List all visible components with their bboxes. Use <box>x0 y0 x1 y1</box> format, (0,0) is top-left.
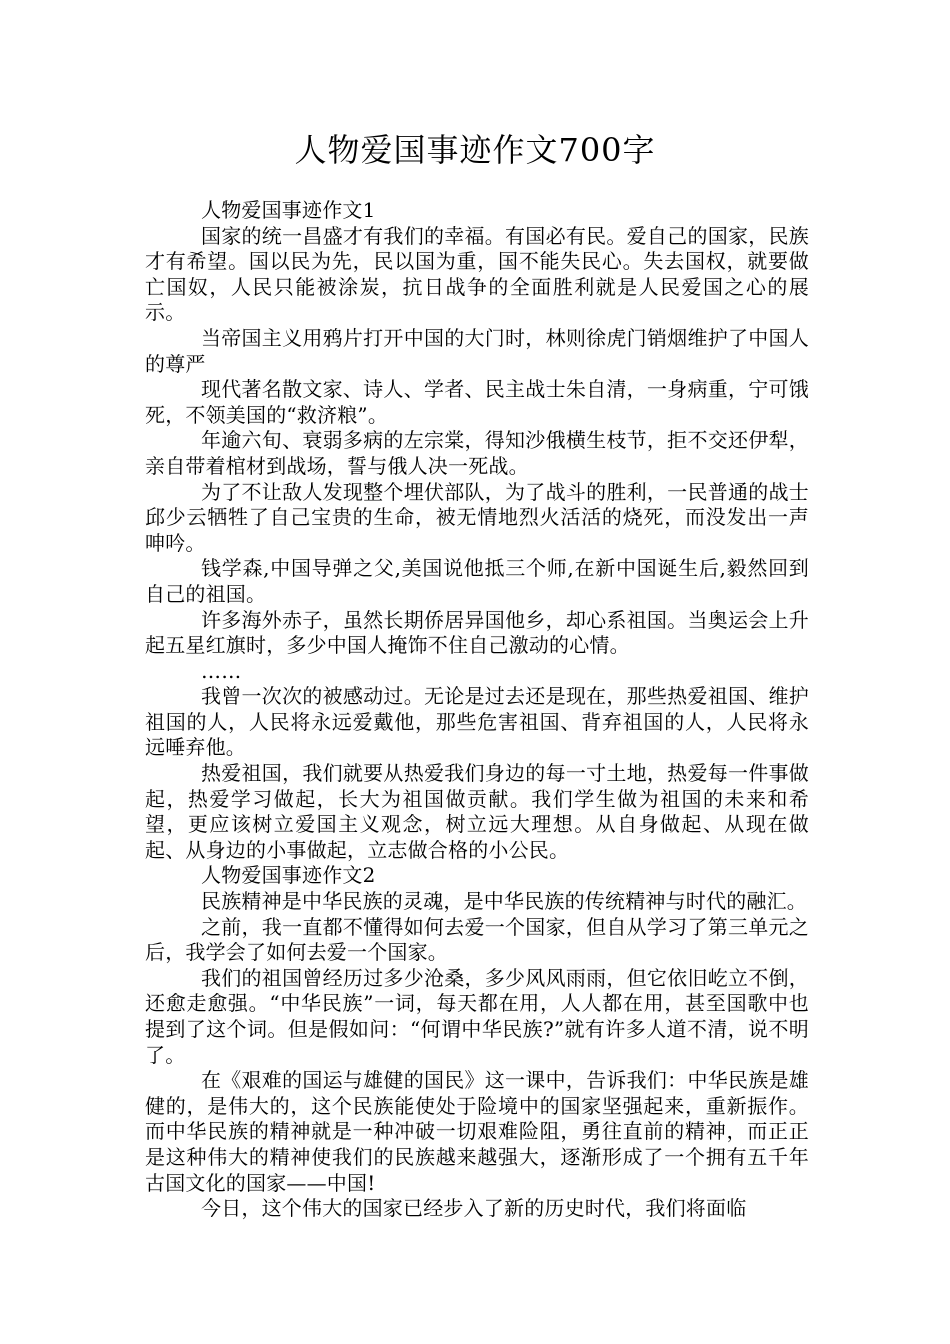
paragraph: 为了不让敌人发现整个埋伏部队，为了战斗的胜利，一民普通的战士邱少云牺牲了自己宝贵的生命，被无情地烈火活活的烧死，而没发出一声呻吟。 <box>145 479 809 555</box>
paragraph: 现代著名散文家、诗人、学者、民主战士朱自清，一身病重，宁可饿死，不领美国的“救济粮”。 <box>145 377 809 427</box>
section-heading: 人物爱国事迹作文2 <box>201 863 376 888</box>
document-title: 人物爱国事迹作文700字 <box>294 131 656 169</box>
paragraph: 当帝国主义用鸦片打开中国的大门时，林则徐虎门销烟维护了中国人的尊严 <box>145 325 809 376</box>
paragraph: 热爱祖国，我们就要从热爱我们身边的每一寸土地，热爱每一件事做起，热爱学习做起，长大为祖国做贡献。我们学生做为祖国的未来和希望，更应该树立爱国主义观念，树立远大理想。从自身做起、从现在做起、从身边的小事做起，立志做合格的小公民。 <box>145 761 809 862</box>
paragraph: 我曾一次次的被感动过。无论是过去还是现在，那些热爱祖国、维护祖国的人，人民将永远爱戴他，那些危害祖国、背弃祖国的人，人民将永远唾弃他。 <box>145 684 809 760</box>
paragraph: 之前，我一直都不懂得如何去爱一个国家，但自从学习了第三单元之后，我学会了如何去爱一个国家。 <box>145 914 809 965</box>
paragraph: 民族精神是中华民族的灵魂，是中华民族的传统精神与时代的融汇。 <box>201 889 807 914</box>
paragraph: 我们的祖国曾经历过多少沧桑，多少风风雨雨，但它依旧屹立不倒，还愈走愈强。“中华民族”一词，每天都在用，人人都在用，甚至国歌中也提到了这个词。但是假如问：“何谓中华民族?”就有许多人道不清，说不明了。 <box>145 965 809 1067</box>
paragraph: 今日，这个伟大的国家已经步入了新的历史时代，我们将面临 <box>201 1196 747 1221</box>
section-heading: 人物爱国事迹作文1 <box>201 198 376 222</box>
paragraph: 年逾六旬、衰弱多病的左宗棠，得知沙俄横生枝节，拒不交还伊犁，亲自带着棺材到战场，誓与俄人决一死战。 <box>145 428 809 478</box>
ellipsis-line: …… <box>201 658 242 683</box>
paragraph: 钱学森,中国导弹之父,美国说他抵三个师,在新中国诞生后,毅然回到自己的祖国。 <box>145 556 809 606</box>
paragraph: 国家的统一昌盛才有我们的幸福。有国必有民。爱自己的国家，民族才有希望。国以民为先，民以国为重，国不能失民心。失去国权，就要做亡国奴，人民只能被涂炭，抗日战争的全面胜利就是人民爱国之心的展示。 <box>145 223 809 325</box>
document-body <box>145 198 809 1222</box>
paragraph: 许多海外赤子，虽然长期侨居异国他乡，却心系祖国。当奥运会上升起五星红旗时，多少中国人掩饰不住自己激动的心情。 <box>145 607 809 658</box>
paragraph: 在《艰难的国运与雄健的国民》这一课中，告诉我们：中华民族是雄健的，是伟大的，这个民族能使处于险境中的国家坚强起来，重新振作。而中华民族的精神就是一种冲破一切艰难险阻，勇往直前的精神，而正正是这种伟大的精神使我们的民族越来越强大，逐渐形成了一个拥有五千年古国文化的国家——中国! <box>145 1068 809 1195</box>
